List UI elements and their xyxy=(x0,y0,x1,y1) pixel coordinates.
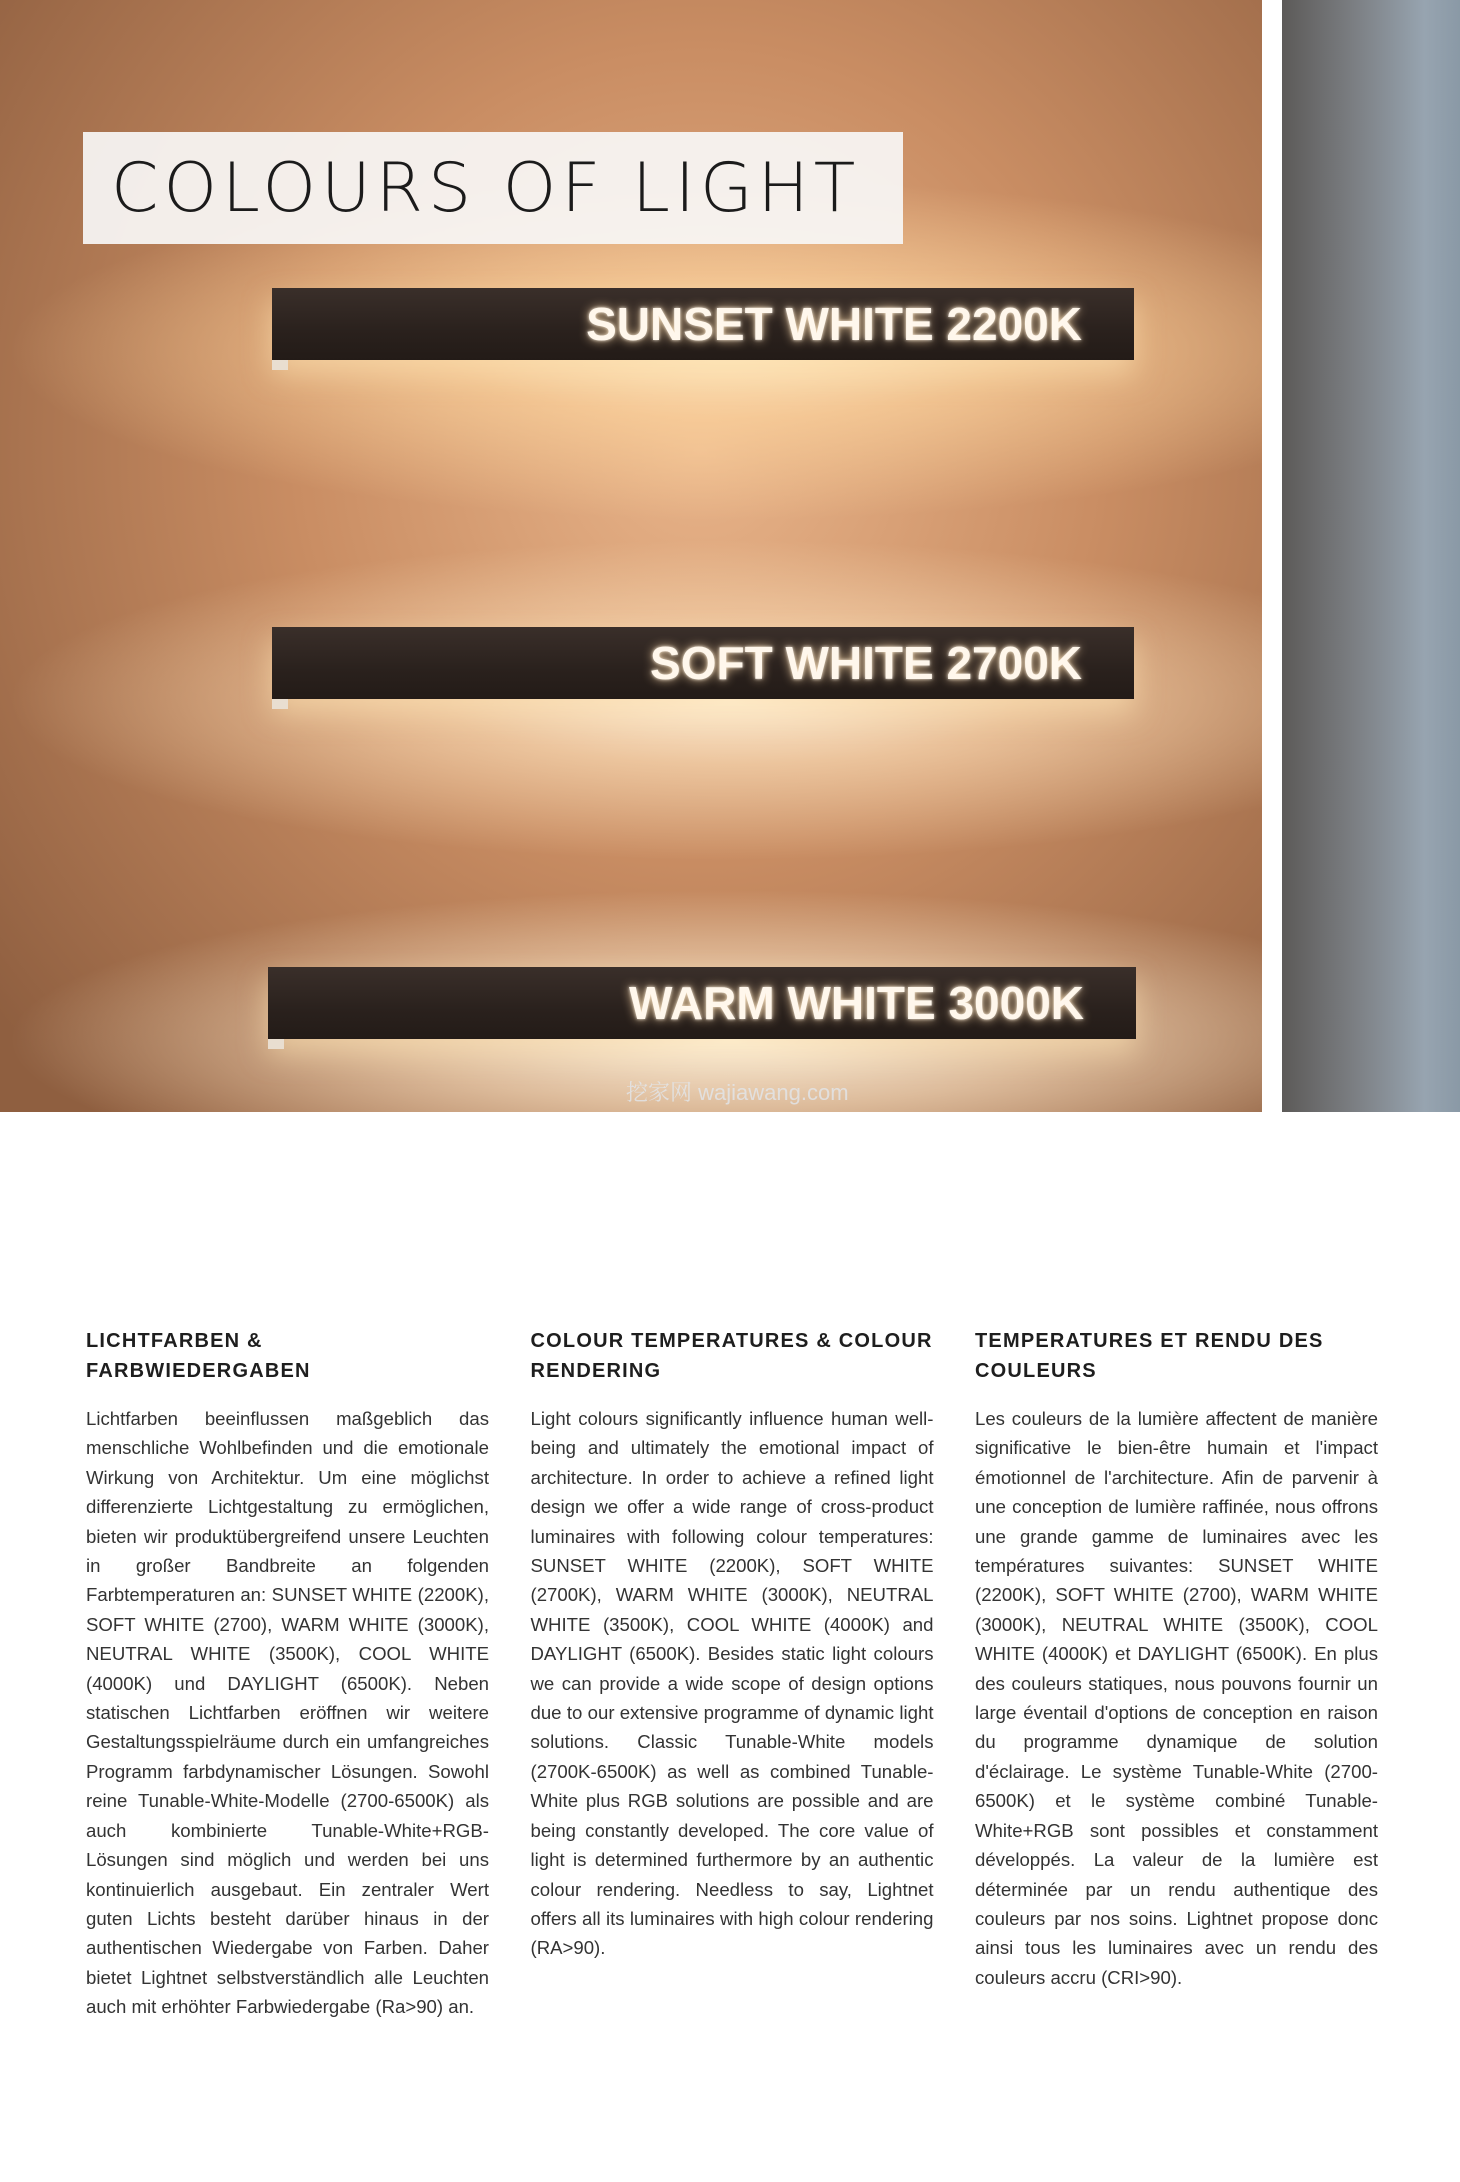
fixture-label: WARM WHITE 3000K xyxy=(629,977,1084,1029)
page-title: COLOURS OF LIGHT xyxy=(111,148,861,228)
column-german xyxy=(86,1326,489,2022)
title-banner xyxy=(83,132,903,244)
side-photo-strip xyxy=(1282,0,1460,1112)
column-heading: TEMPERATURES ET RENDU DES COULEURS xyxy=(975,1330,1324,1382)
fixture-label: SUNSET WHITE 2200K xyxy=(586,298,1082,350)
column-body: Light colours significantly influence human well-being and ultimately the emotional impact of architecture. In order to achieve a refined light design we offer a wide range of cross-product luminaires with following colour temperatures: SUNSET WHITE (2200K), SOFT WHITE (2700K), WARM WHITE (3000K), NEUTRAL WHITE (3500K), COOL WHITE (4000K) and DAYLIGHT (6500K). Besides static light colours we can provide a wide scope of design options due to our extensive programme of dynamic light solutions. Classic Tunable-White models (2700K-6500K) as well as combined Tunable- White plus RGB solutions are possible and are being constantly developed. The core value of light is determined furthermore by an authentic colour rendering. Needless to say, Lightnet offers all its luminaires with high colour rendering (RA>90). xyxy=(530,1408,934,1959)
watermark: 挖家网 wajiawang.com xyxy=(626,1080,849,1105)
hero-photo xyxy=(0,0,1262,1112)
light-fixture-warm-white xyxy=(268,967,1136,1039)
column-heading: LICHTFARBEN & FARBWIEDERGABEN xyxy=(86,1330,311,1382)
column-body: Les couleurs de la lumière affectent de manière significative le bien-être humain et l'impact émotionnel de l'architecture. Afin de parvenir à une conception de lumière raffinée, nous offrons une grande gamme de luminaires avec les températures suivantes: SUNSET WHITE (2200K), SOFT WHITE (2700), WARM WHITE (3000K), NEUTRAL WHITE (3500K), COOL WHITE (4000K) et DAYLIGHT (6500K). En plus des couleurs statiques, nous pouvons fournir un large éventail d'options de conception en raison du programme dynamique de solution d'éclairage. Le système Tunable-White (2700-6500K) et le système combiné Tunable-White+RGB sont possibles et constamment développés. La valeur de la lumière est déterminée par un rendu authentique des couleurs par nos soins. Lightnet propose donc ainsi tous les luminaires avec un rendu des couleurs accru (CRI>90). xyxy=(975,1408,1378,1988)
column-heading: COLOUR TEMPERATURES & COLOUR RENDERING xyxy=(530,1330,933,1382)
light-fixture-sunset-white xyxy=(272,288,1134,360)
column-french xyxy=(975,1326,1378,2022)
text-columns xyxy=(86,1326,1378,2022)
light-fixture-soft-white xyxy=(272,627,1134,699)
column-body: Lichtfarben beeinflussen maßgeblich das menschliche Wohlbefinden und die emotionale Wirkung von Architektur. Um eine möglichst differenzierte Lichtgestaltung zu ermöglichen, bieten wir produktübergreifend unsere Leuchten in großer Bandbreite an folgenden Farbtemperaturen an: SUNSET WHITE (2200K), SOFT WHITE (2700), WARM WHITE (3000K), NEUTRAL WHITE (3500K), COOL WHITE (4000K) und DAYLIGHT (6500K). Neben statischen Lichtfarben eröffnen wir weitere Gestaltungsspielräume durch ein umfangreiches Programm farbdynamischer Lösungen. Sowohl reine Tunable-White-Modelle (2700-6500K) als auch kombinierte Tunable-White+RGB-Lösungen sind möglich und werden bei uns kontinuierlich ausgebaut. Ein zentraler Wert guten Lichts besteht darüber hinaus in der authentischen Wiedergabe von Farben. Daher bietet Lightnet selbstverständlich alle Leuchten auch mit erhöhter Farbwiedergabe (Ra>90) an. xyxy=(86,1408,489,2018)
column-english xyxy=(531,1326,934,2022)
fixture-label: SOFT WHITE 2700K xyxy=(650,637,1082,689)
